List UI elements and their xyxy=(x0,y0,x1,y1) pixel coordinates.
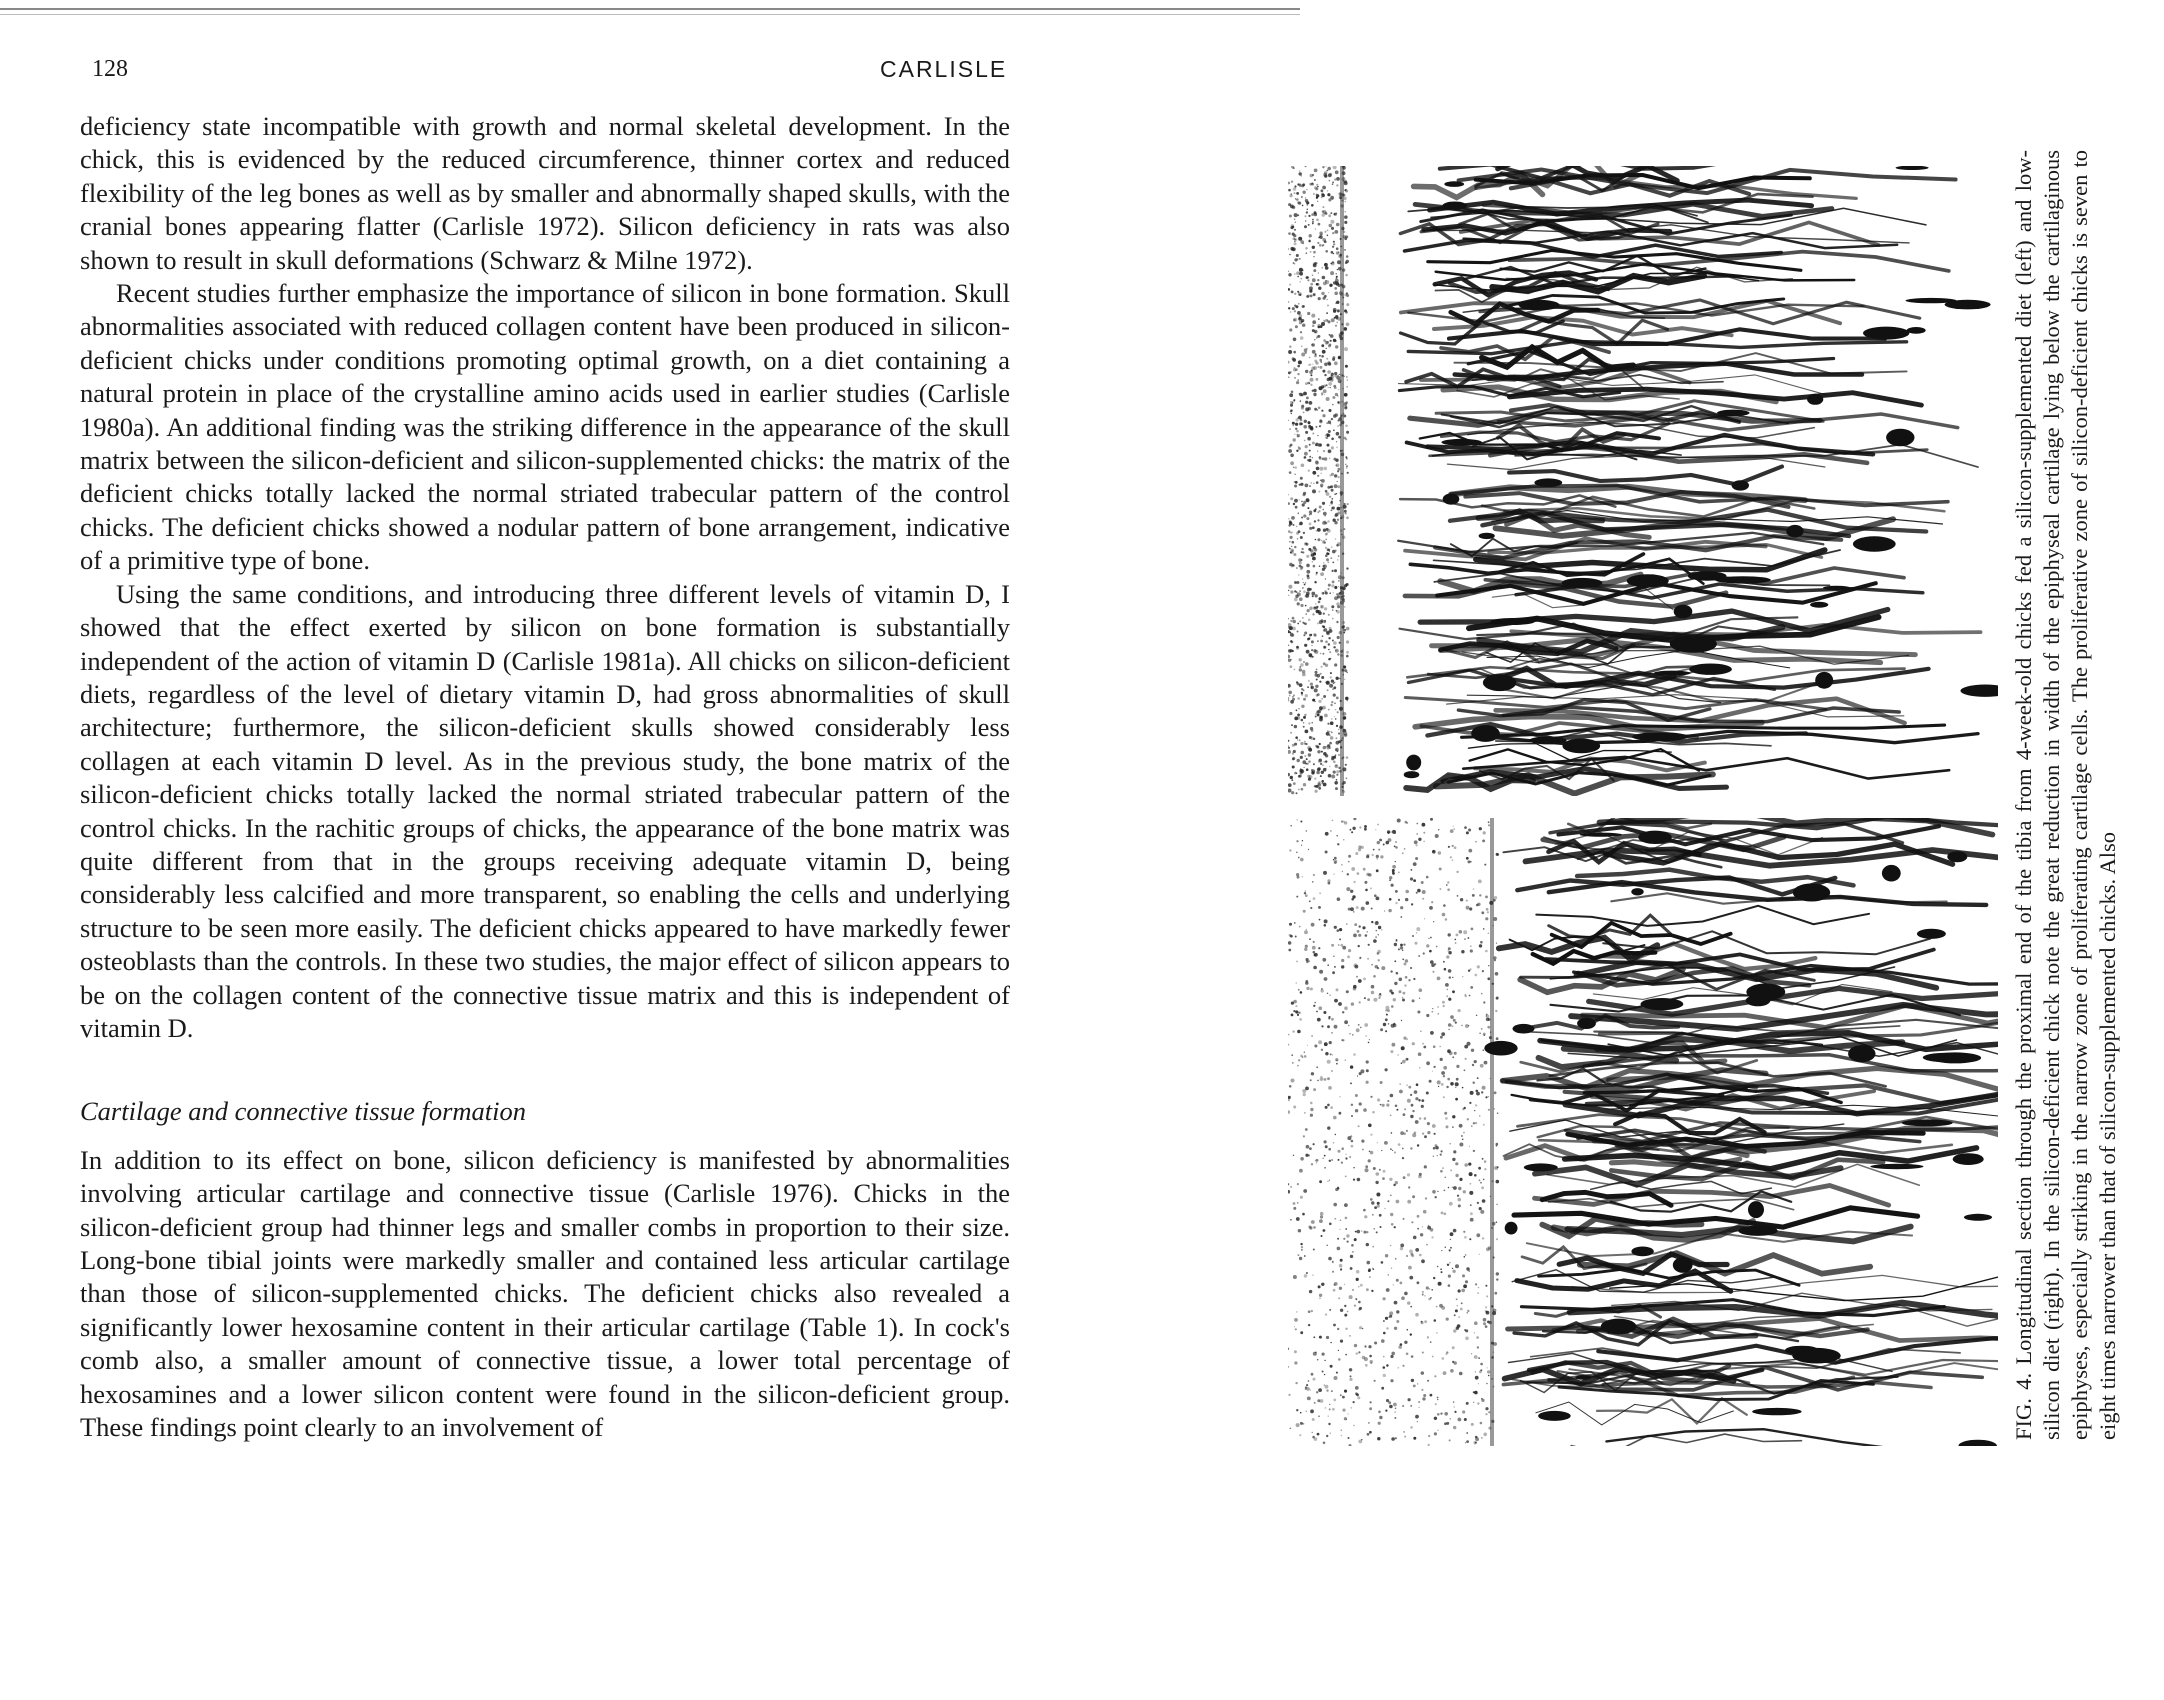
running-head: CARLISLE xyxy=(880,56,1008,82)
body-text xyxy=(80,110,1010,1444)
micrograph-panel-deficient xyxy=(1288,818,1998,1446)
micrograph-panel-supplemented xyxy=(1288,166,1998,796)
paragraph-2: Recent studies further emphasize the importance of silicon in bone formation. Skull abnormalities associated with reduced collagen content have been produced in silicon-deficient chicks under conditions promoting optimal growth, on a diet containing a natural protein in place of the crystalline amino acids used in earlier studies (Carlisle 1980a). An additional finding was the striking difference in the appearance of the skull matrix between the silicon-deficient and silicon-supplemented chicks: the matrix of the deficient chicks totally lacked the normal striated trabecular pattern of the control chicks. The deficient chicks showed a nodular pattern of bone arrangement, indicative of a primitive type of bone. xyxy=(80,278,1010,576)
scan-top-edge-line xyxy=(0,14,1300,15)
section-heading: Cartilage and connective tissue formation xyxy=(80,1096,527,1127)
figure-micrograph xyxy=(1288,166,1998,1446)
figure-caption-wrap xyxy=(2010,150,2150,1450)
paragraph-4: In addition to its effect on bone, silicon deficiency is manifested by abnormalities involving articular cartilage and connective tissue (Carlisle 1976). Chicks in the silicon-deficient group had thinner legs and smaller combs in proportion to their size. Long-bone tibial joints were markedly smaller and contained less articular cartilage than those of silicon-supplemented chicks. The deficient chicks also revealed a significantly lower hexosamine content in their articular cartilage (Table 1). In cock's comb also, a smaller amount of connective tissue, a lower total percentage of hexosamines and a lower silicon content were found in the silicon-deficient group. These findings point clearly to an involvement of xyxy=(80,1144,1010,1443)
paragraph-3: Using the same conditions, and introducing three different levels of vitamin D, I showed that the effect exerted by silicon on bone formation is substantially independent of the action of vitamin D (Carlisle 1981a). All chicks on silicon-deficient diets, regardless of the level of dietary vitamin D, had gross abnormalities of skull architecture; furthermore, the silicon-deficient skulls showed considerably less collagen at each vitamin D level. As in the previous study, the bone matrix of the silicon-deficient chicks totally lacked the normal striated trabecular pattern of the control chicks. In the rachitic groups of chicks, the appearance of the bone matrix was quite different from that in the groups receiving adequate vitamin D, being considerably less calcified and more transparent, so enabling the cells and underlying structure to be seen more easily. The deficient chicks appeared to have markedly fewer osteoblasts than the controls. In these two studies, the major effect of silicon appears to be on the collagen content of the connective tissue matrix and this is independent of vitamin D. xyxy=(80,578,1010,1043)
figure-caption: FIG. 4. Longitudinal section through the proximal end of the tibia from 4-week-old chicks fed a silicon-supplemented diet (left) and low-silicon diet (right). In the silicon-deficient chick note the great reduction in width of the epiphyseal cartilage lying below the cartilaginous epiphyses, especially striking in the narrow zone of proliferating cartilage cells. The proliferative zone of silicon-deficient chicks is seven to eight times narrower than that of silicon-supplemented chicks. Also xyxy=(2011,150,2120,1440)
scan-top-edge xyxy=(0,0,1300,10)
page-number: 128 xyxy=(92,56,128,82)
paragraph-1: deficiency state incompatible with growth and normal skeletal development. In the chick, this is evidenced by the reduced circumference, thinner cortex and reduced flexibility of the leg bones as well as by smaller and abnormally shaped skulls, with the cranial bones appearing flatter (Carlisle 1972). Silicon deficiency in rats was also shown to result in skull deformations (Schwarz & Milne 1972). xyxy=(80,111,1010,275)
